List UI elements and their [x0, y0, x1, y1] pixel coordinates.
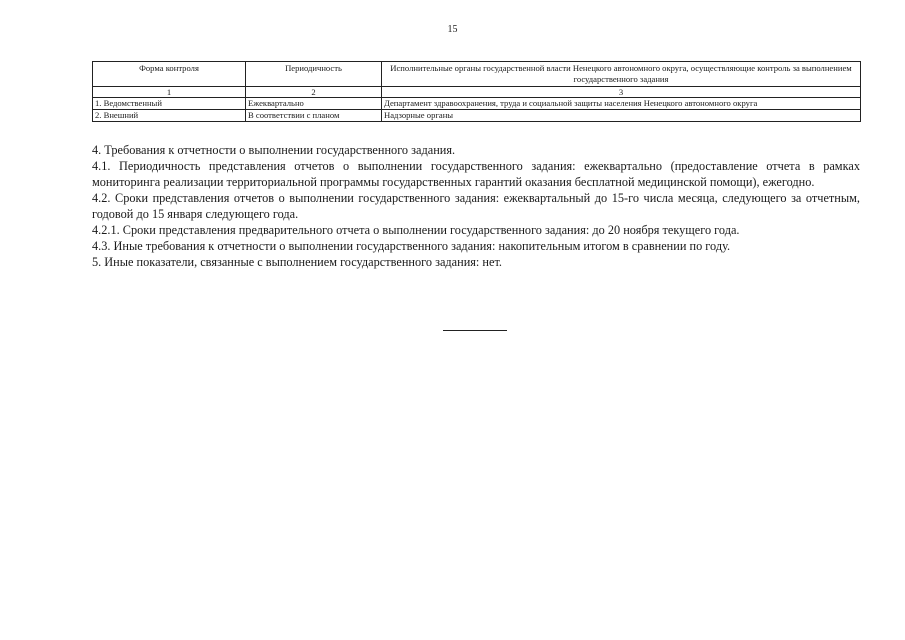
reporting-requirements-text [92, 142, 860, 270]
header-control-form: Форма контроля [93, 62, 246, 87]
header-periodicity: Периодичность [246, 62, 382, 87]
paragraph: 4.3. Иные требования к отчетности о выполнении государственного задания: накопительным итогом в сравнении по году. [92, 239, 731, 253]
table-cell: 2. Внешний [93, 110, 246, 122]
table-row [93, 98, 861, 110]
paragraph: 4.2. Сроки представления отчетов о выполнении государственного задания: ежеквартальный до 15-го числа месяца, следующего за отчетным, годовой до 15 января следующего года. [92, 191, 860, 221]
paragraph: 4. Требования к отчетности о выполнении государственного задания. [92, 143, 456, 157]
column-number-row [93, 87, 861, 98]
control-table [92, 61, 861, 122]
paragraph: 5. Иные показатели, связанные с выполнением государственного задания: нет. [92, 255, 502, 269]
table-header-row [93, 62, 861, 87]
end-separator-line [443, 330, 507, 331]
table-cell: Надзорные органы [382, 110, 861, 122]
table-cell: Ежеквартально [246, 98, 382, 110]
paragraph: 4.1. Периодичность представления отчетов о выполнении государственного задания: ежеквартально (предоставление отчета в рамках мониторинга реализации территориальной программы государственных гарантий оказания бесплатной медицинской помощи), ежегодно. [92, 159, 860, 189]
column-number: 3 [382, 87, 861, 98]
header-executive-bodies: Исполнительные органы государственной власти Ненецкого автономного округа, осуществляющие контроль за выполнением государственного задания [382, 62, 861, 87]
table-cell: В соответствии с планом [246, 110, 382, 122]
table-cell: Департамент здравоохранения, труда и социальной защиты населения Ненецкого автономного округа [382, 98, 861, 110]
table-cell: 1. Ведомственный [93, 98, 246, 110]
paragraph: 4.2.1. Сроки представления предварительного отчета о выполнении государственного задания: до 20 ноября текущего года. [92, 223, 740, 237]
table-row [93, 110, 861, 122]
column-number: 1 [93, 87, 246, 98]
column-number: 2 [246, 87, 382, 98]
page-number: 15 [447, 24, 458, 35]
